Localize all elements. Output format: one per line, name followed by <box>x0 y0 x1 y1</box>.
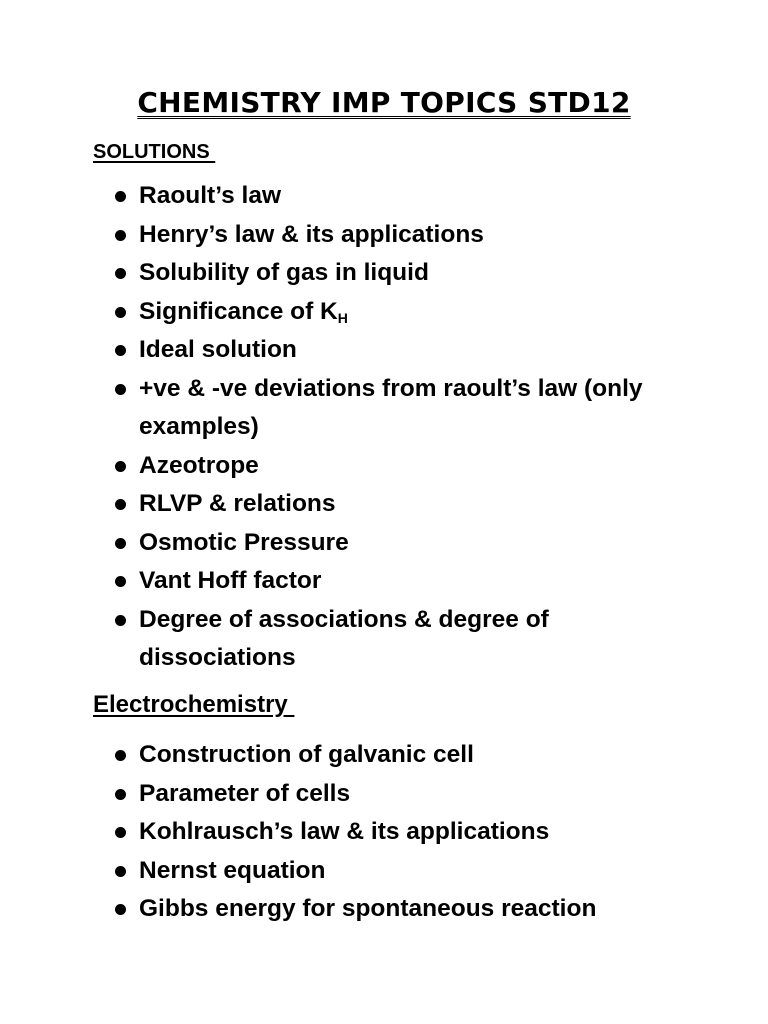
list-item-text: Vant Hoff factor <box>139 567 322 594</box>
bullet-icon <box>115 307 126 318</box>
list-item <box>112 601 672 678</box>
list-item-text: Kohlrausch’s law & its applications <box>139 818 550 845</box>
list-item-text: Gibbs energy for spontaneous reaction <box>139 895 597 922</box>
list-item <box>112 890 672 929</box>
solutions-topic-list <box>112 177 672 678</box>
bullet-icon <box>115 384 126 395</box>
subscript-h: H <box>337 309 348 326</box>
list-item <box>112 485 672 524</box>
bullet-icon <box>115 904 126 915</box>
list-item <box>112 293 672 332</box>
list-item-text: Henry’s law & its applications <box>139 220 484 248</box>
bullet-icon <box>115 789 126 800</box>
bullet-icon <box>115 866 126 877</box>
list-item-text: Raoult’s law <box>139 182 282 209</box>
list-item <box>112 254 672 293</box>
list-item <box>112 852 672 891</box>
bullet-icon <box>115 268 126 279</box>
section-heading-solutions: SOLUTIONS <box>93 141 216 163</box>
list-item <box>112 775 672 814</box>
list-item-text: Osmotic Pressure <box>139 528 349 556</box>
list-item-text: Nernst equation <box>139 856 326 884</box>
electrochemistry-topic-list <box>112 736 672 929</box>
list-item <box>112 331 672 370</box>
bullet-icon <box>115 615 126 626</box>
list-item <box>112 813 672 852</box>
bullet-icon <box>115 230 126 241</box>
list-item <box>112 370 672 447</box>
list-item <box>112 216 672 255</box>
bullet-icon <box>115 345 126 356</box>
document-title: CHEMISTRY IMP TOPICS STD12 <box>137 86 631 119</box>
list-item-text: RLVP & relations <box>139 490 336 517</box>
list-item-text: +ve & -ve deviations from raoult’s law (only examples) <box>139 374 643 440</box>
bullet-icon <box>115 538 126 549</box>
list-item-text: Ideal solution <box>139 336 297 363</box>
list-item-text: Solubility of gas in liquid <box>139 259 429 286</box>
bullet-icon <box>115 827 126 838</box>
list-item-text: Parameter of cells <box>139 779 351 807</box>
bullet-icon <box>115 461 126 472</box>
list-item-text: Construction of galvanic cell <box>139 741 474 768</box>
list-item <box>112 177 672 216</box>
list-item <box>112 524 672 563</box>
bullet-icon <box>115 576 126 587</box>
list-item <box>112 562 672 601</box>
bullet-icon <box>115 499 126 510</box>
section-heading-electrochemistry: Electrochemistry <box>93 691 295 718</box>
list-item <box>112 447 672 486</box>
list-item-text: Degree of associations & degree of dissociations <box>139 605 549 671</box>
bullet-icon <box>115 750 126 761</box>
list-item <box>112 736 672 775</box>
list-item-text: Azeotrope <box>139 451 259 479</box>
list-item-text: Significance of K <box>139 297 338 325</box>
bullet-icon <box>115 191 126 202</box>
